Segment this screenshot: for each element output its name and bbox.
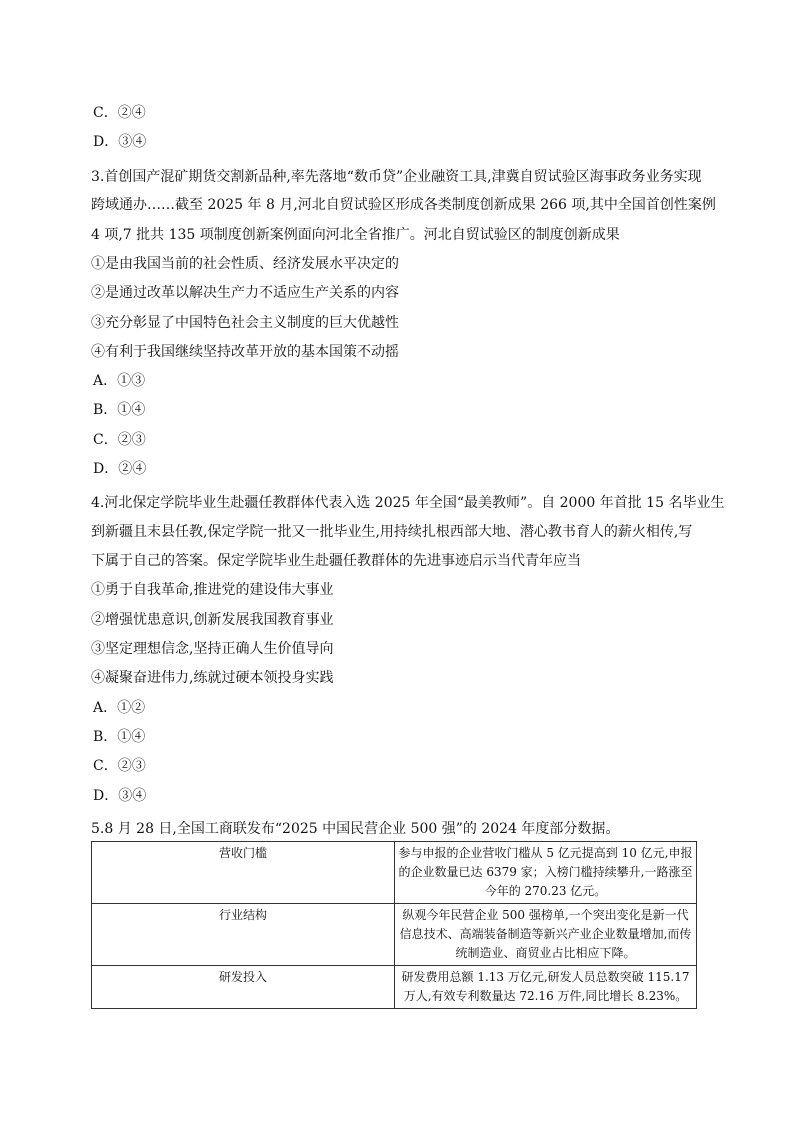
table-cell-content: 研发费用总额 1.13 万亿元,研发人员总数突破 115.17 万人,有效专利数量达 72.16 万件,同比增长 8.23%。	[395, 966, 697, 1009]
table-row	[92, 842, 697, 904]
q4-option-b: B．①④	[93, 729, 146, 745]
table-cell-label: 行业结构	[92, 904, 395, 966]
q4-statement-2: ②增强忧患意识,创新发展我国教育事业	[91, 612, 334, 628]
q3-stem-line-1: 3.首创国产混矿期货交割新品种,率先落地“数币贷”企业融资工具,津冀自贸试验区海事政务业务实现	[91, 169, 702, 185]
q4-option-a: A．①②	[93, 700, 146, 716]
q3-option-c: C．②③	[93, 432, 146, 448]
table-cell-content: 参与申报的企业营收门槛从 5 亿元提高到 10 亿元,申报的企业数量已达 6379 家；入榜门槛持续攀升,一路涨至今年的 270.23 亿元。	[395, 842, 697, 904]
q3-option-b: B．①④	[93, 402, 146, 418]
q3-statement-3: ③充分彰显了中国特色社会主义制度的巨大优越性	[91, 315, 399, 331]
q3-stem-line-3: 4 项,7 批共 135 项制度创新案例面向河北全省推广。河北自贸试验区的制度创新成果	[91, 227, 620, 243]
table-row	[92, 966, 697, 1009]
q3-statement-2: ②是通过改革以解决生产力不适应生产关系的内容	[91, 285, 399, 301]
q4-option-c: C．②③	[93, 758, 146, 774]
q3-option-d: D．②④	[93, 461, 147, 477]
q4-statement-4: ④凝聚奋进伟力,练就过硬本领投身实践	[91, 670, 334, 686]
q3-option-a: A．①③	[93, 373, 146, 389]
q4-statement-1: ①勇于自我革命,推进党的建设伟大事业	[91, 582, 334, 598]
q4-stem-line-3: 下属于自己的答案。保定学院毕业生赴疆任教群体的先进事迹启示当代青年应当	[91, 553, 581, 569]
q3-statement-4: ④有利于我国继续坚持改革开放的基本国策不动摇	[91, 344, 399, 360]
q5-stem: 5.8 月 28 日,全国工商联发布“2025 中国民营企业 500 强”的 2024 年度部分数据。	[91, 821, 620, 837]
q3-statement-1: ①是由我国当前的社会性质、经济发展水平决定的	[91, 256, 399, 272]
q4-statement-3: ③坚定理想信念,坚持正确人生价值导向	[91, 641, 334, 657]
q2-option-d: D．③④	[93, 134, 147, 150]
q2-option-c: C．②④	[93, 105, 146, 121]
q3-stem-line-2: 跨域通办……截至 2025 年 8 月,河北自贸试验区形成各类制度创新成果 266 项,其中全国首创性案例	[91, 197, 716, 213]
table-cell-content: 纵观今年民营企业 500 强榜单,一个突出变化是新一代信息技术、高端装备制造等新兴产业企业数量增加,而传统制造业、商贸业占比相应下降。	[395, 904, 697, 966]
table-cell-label: 研发投入	[92, 966, 395, 1009]
q5-data-table	[91, 841, 697, 1009]
table-row	[92, 904, 697, 966]
q4-stem-line-2: 到新疆且末县任教,保定学院一批又一批毕业生,用持续扎根西部大地、潜心教书育人的薪火相传,写	[91, 524, 693, 540]
q4-option-d: D．③④	[93, 788, 147, 804]
table-cell-label: 营收门槛	[92, 842, 395, 904]
q4-stem-line-1: 4.河北保定学院毕业生赴疆任教群体代表入选 2025 年全国“最美教师”。自 2000 年首批 15 名毕业生	[91, 495, 725, 511]
